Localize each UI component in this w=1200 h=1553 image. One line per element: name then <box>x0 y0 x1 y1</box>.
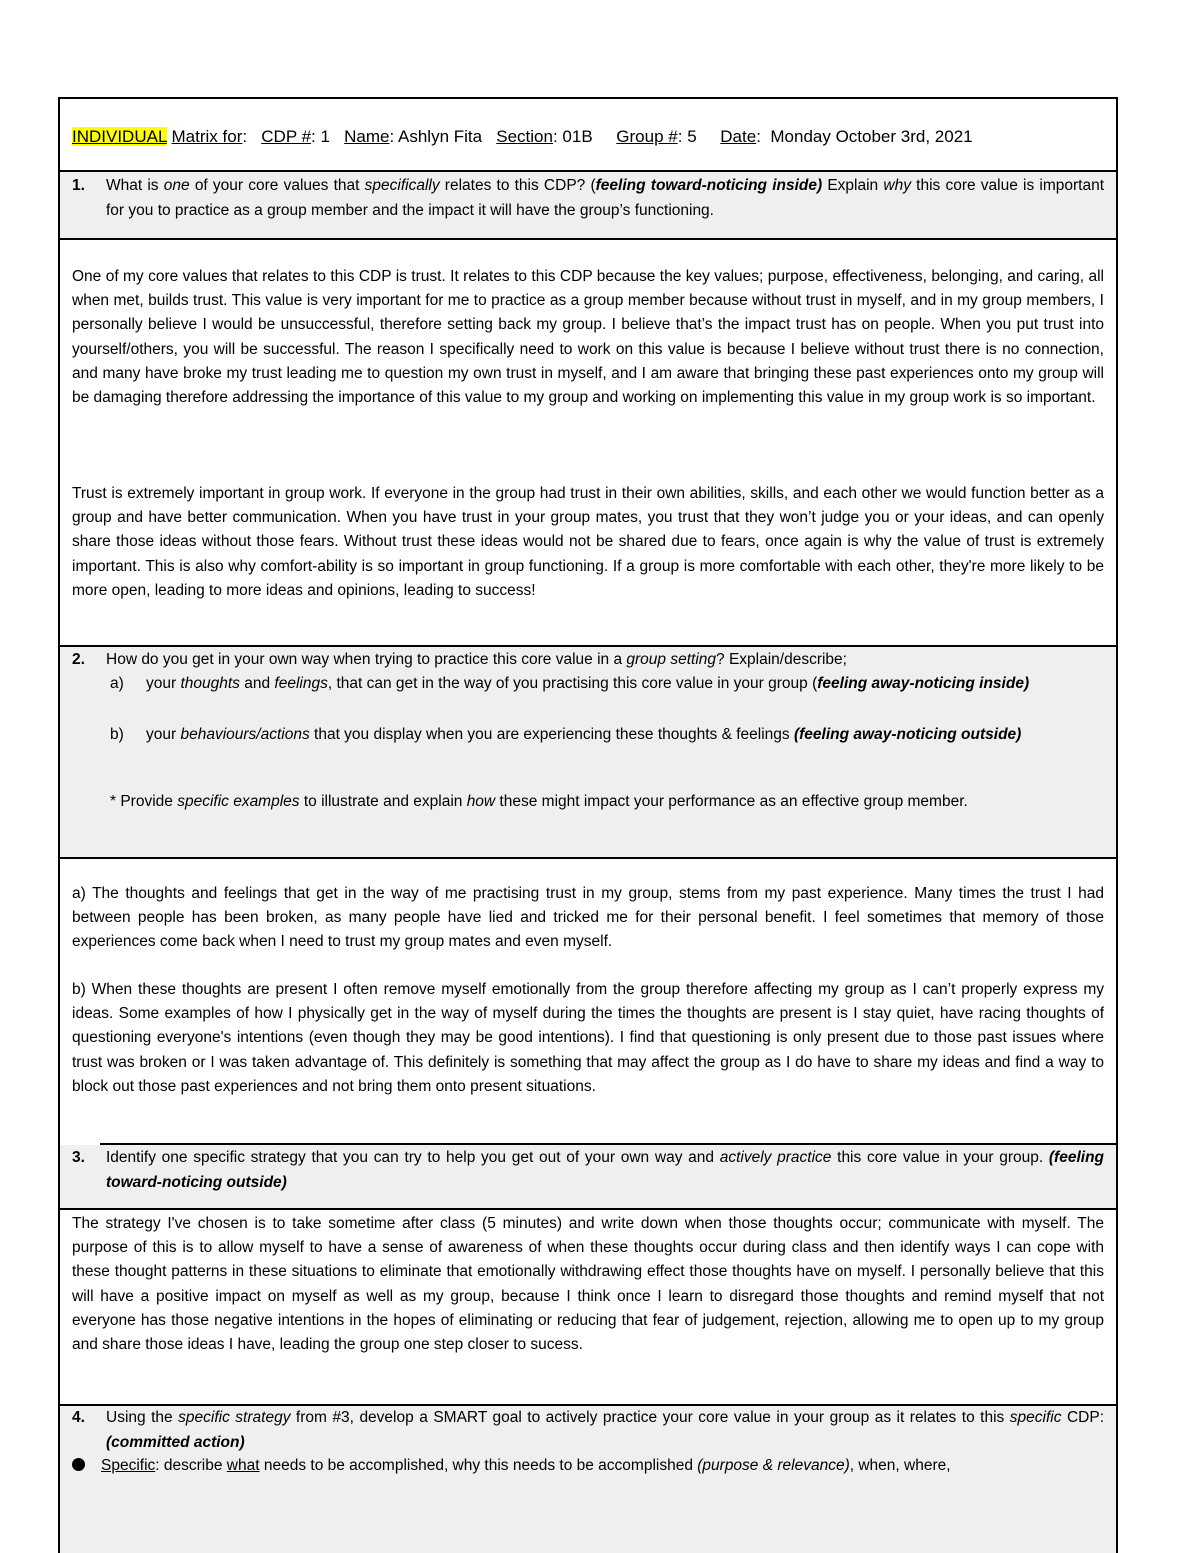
date-label: Date <box>720 127 757 146</box>
q1-feeling: feeling toward-noticing inside) <box>595 177 823 194</box>
cdp-value: 1 <box>320 127 330 146</box>
question-2a <box>110 672 1104 697</box>
group-value: 5 <box>687 127 697 146</box>
question-2-row <box>60 647 1116 858</box>
q4-committed-action: (committed action) <box>106 1433 245 1451</box>
q4-text: CDP: <box>1061 1409 1104 1426</box>
answer-2-paragraph-a: a) The thoughts and feelings that get in the way of me practising trust in my group, stems from my past experience. Many times the trust I had between people has been broken, as many people have lied and tricked me for their personal benefit. I feel sometimes that memory of those experiences come back when I need to trust my group mates and even myself. <box>72 885 1104 951</box>
bullet-icon <box>72 1458 85 1471</box>
individual-highlight: INDIVIDUAL <box>72 127 167 146</box>
question-1-row <box>60 172 1116 239</box>
q3-feeling: (feeling toward-noticing outside) <box>106 1149 1105 1191</box>
divider <box>60 1208 1116 1210</box>
cdp-label: CDP # <box>261 127 312 146</box>
q1-why: why <box>883 177 911 194</box>
matrix-for-label: Matrix for <box>171 127 243 146</box>
section-value: 01B <box>562 127 593 146</box>
question-3 <box>72 1146 1104 1195</box>
q2-group-setting: group setting <box>626 651 717 668</box>
q4-bullet-text: , when, where, <box>849 1457 951 1474</box>
q2a-text: and <box>239 675 275 692</box>
q4-specific-strategy: specific strategy <box>178 1409 291 1426</box>
q4-bullet-what: what <box>226 1457 260 1474</box>
q2-note-text: to illustrate and explain <box>299 793 467 810</box>
individual-matrix-table <box>58 97 1118 1553</box>
q1-one: one <box>163 177 190 194</box>
q4-bullet-text: needs to be accomplished, why this needs to be accomplished <box>259 1457 698 1474</box>
q2b-label: b) <box>110 726 124 743</box>
q2a-feeling: feeling away-noticing inside) <box>817 675 1030 692</box>
date-value: Monday October 3rd, 2021 <box>770 127 973 146</box>
q2a-text: , that can get in the way of you practising this core value in your group ( <box>327 675 818 692</box>
q2a-text: your <box>146 675 181 692</box>
q2-note-specific: specific examples <box>177 793 300 810</box>
answer-2-paragraph-b: b) When these thoughts are present I often remove myself emotionally from the group therefore affecting my group as I can’t properly express my ideas. Some examples of how I physically get in the way of myself during the times the thoughts are present is I stay quiet, have racing thoughts of questioning everyone's intentions (even though they may be good intentions). I find that questioning is only present due to those past issues where trust was broken or I was taken advantage of. This definitely is something that may affect the group as I do have to share my ideas and find a way to block out those past experiences and not bring them onto present situations. <box>72 981 1104 1095</box>
q4-specific: specific <box>1009 1409 1062 1426</box>
matrix-header-line: INDIVIDUAL Matrix for: CDP #: 1 Name: Ashlyn Fita Section: 01B Group #: 5 Date: Monday October 3rd, 2021 <box>72 127 973 146</box>
question-2 <box>72 648 1104 673</box>
q4-text: from #3, develop a SMART goal to actively practice your core value in your group as it relates to this <box>290 1409 1010 1426</box>
question-2b <box>110 723 1104 748</box>
name-value: Ashlyn Fita <box>398 127 483 146</box>
q2-text: How do you get in your own way when trying to practice this core value in a <box>106 651 627 668</box>
q3-text: Identify one specific strategy that you can try to help you get out of your own way and <box>106 1149 720 1166</box>
answer-1-paragraph-1: One of my core values that relates to this CDP is trust. It relates to this CDP because the key values; purpose, effectiveness, belonging, and caring, all when met, builds trust. This value is very important for me to practice as a group member because without trust in myself, and in my group members, I personally believe I would be unsuccessful, therefore setting back my group. I believe that’s the impact trust has on people. When you put trust into yourself/others, you will be successful. The reason I specifically need to work on this value is because I believe without trust there is no connection, and many have broke my trust leading me to question my own trust in myself, and I am aware that bringing these past experiences onto my group will be damaging therefore addressing the importance of this value to my group and working on implementing this value in my group work is so important. <box>72 268 1104 407</box>
divider <box>60 238 1116 240</box>
question-4 <box>72 1406 1104 1455</box>
q1-text: What is <box>106 177 164 194</box>
q1-text: this core value is important for you to practice as a group member and the impact it will have the group’s functioning. <box>106 177 1105 219</box>
question-2-number: 2. <box>72 651 85 668</box>
question-4-number: 4. <box>72 1409 85 1426</box>
q3-text: this core value in your group. <box>831 1149 1049 1166</box>
q1-text: Explain <box>822 177 884 194</box>
question-2-note <box>110 789 1104 815</box>
name-label: Name <box>344 127 390 146</box>
q2-text: ? Explain/describe; <box>716 651 847 668</box>
matrix-header-row <box>60 99 1116 171</box>
answer-3-paragraph: The strategy I've chosen is to take sometime after class (5 minutes) and write down when those thoughts occur; communicate with myself. The purpose of this is to allow myself to have a sense of awareness of when these thoughts occur during class and then identify ways I can cope with these thought patterns in these situations to eliminate that emotionally withdrawing effect those thoughts have on myself. I personally believe that this will have a positive impact on myself as well as my group, because I think once I learn to disregard those thoughts and remind myself that not everyone has those negative intentions in the hopes of eliminating or reducing that fear of judgement, rejection, allowing me to open up to my group and share those ideas I have, leading the group one step closer to sucess. <box>72 1215 1104 1354</box>
q2b-behaviours: behaviours/actions <box>180 726 310 743</box>
q4-text: Using the <box>106 1409 179 1426</box>
q2-note-text: these might impact your performance as an effective group member. <box>495 793 968 810</box>
q2a-feelings: feelings <box>274 675 328 692</box>
q2-note-how: how <box>466 793 496 810</box>
q1-specifically: specifically <box>364 177 440 194</box>
question-3-number: 3. <box>72 1149 85 1166</box>
q4-bullet-text: : describe <box>155 1457 227 1474</box>
group-label: Group # <box>616 127 678 146</box>
q2-note-text: * Provide <box>110 793 178 810</box>
section-label: Section <box>496 127 553 146</box>
q1-text: of your core values that <box>189 177 365 194</box>
q4-bullet-label: Specific <box>101 1457 156 1474</box>
q2b-text: that you display when you are experiencing these thoughts & feelings <box>309 726 794 743</box>
q3-actively: actively practice <box>719 1149 832 1166</box>
q2a-label: a) <box>110 675 124 692</box>
question-4-row <box>60 1406 1116 1553</box>
q2b-text: your <box>146 726 181 743</box>
divider <box>60 857 1116 859</box>
question-3-row <box>60 1145 1116 1209</box>
q4-bullet-purpose: (purpose & relevance) <box>697 1457 850 1474</box>
question-1-number: 1. <box>72 177 85 194</box>
q2b-feeling: (feeling away-noticing outside) <box>793 726 1022 743</box>
q4-specific-bullet <box>72 1454 1104 1478</box>
q1-text: relates to this CDP? ( <box>439 177 596 194</box>
answer-1-paragraph-2: Trust is extremely important in group work. If everyone in the group had trust in their own abilities, skills, and each other we would function better as a group and have better communication. When you have trust in your group mates, you trust that they won’t judge you or your ideas, and can openly share those ideas without those fears. Without trust these ideas would not be shared due to fears, once again is why the value of trust is extremely important. This is also why comfort-ability is so important in group functioning. If a group is more comfortable with each other, they're more likely to be more open, leading to more ideas and opinions, leading to success! <box>72 485 1104 599</box>
q2a-thoughts: thoughts <box>180 675 240 692</box>
question-1 <box>72 174 1104 223</box>
